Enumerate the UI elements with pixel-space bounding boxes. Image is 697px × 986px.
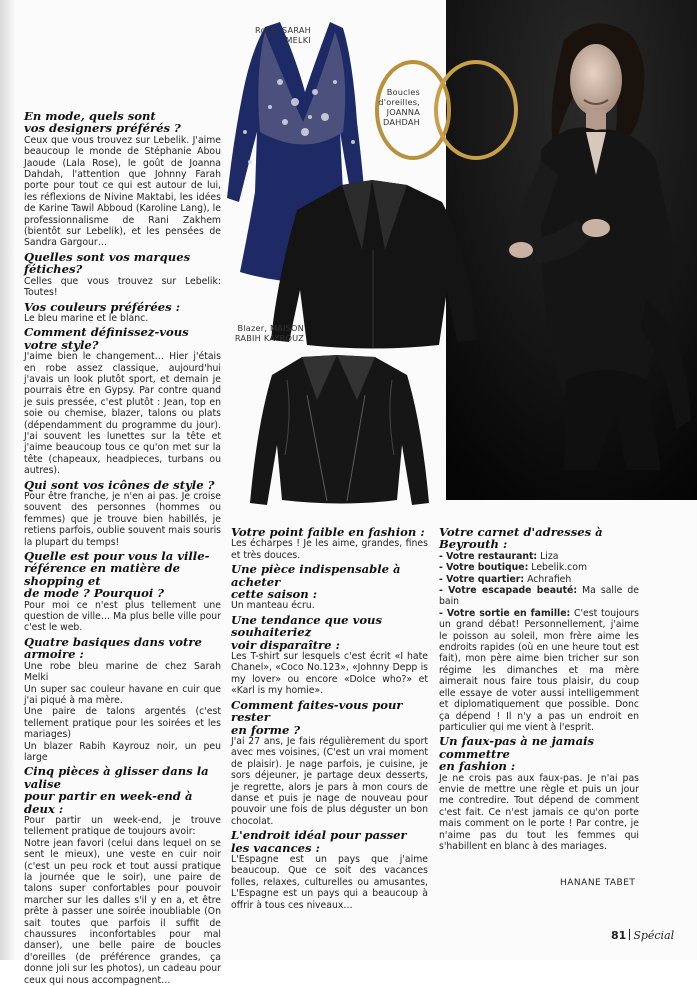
question-trend: Une tendance que vous souhaiteriez voir disparaître : (231, 612, 383, 652)
blazer-caption (228, 323, 304, 343)
answer-fitness: J'ai 27 ans, Je fais régulièrement du sport avec mes voisines, (C'est un vrai moment de plaisir). Je nage parfois, je cuisine, je sors déjeuner, je partage deux desserts, je regrette, alors je pars à mon cours de danse et puis je nage de nouveau pour pouvoir une fois de plus déguster un bon chocolat. (231, 735, 428, 827)
caption-line: Blazer, (237, 323, 268, 333)
caption-line: DAHDAH (382, 117, 420, 127)
question-designers: En mode, quels sont vos designers préférés ? (24, 109, 181, 136)
answer-faux-pas: Je ne crois pas aux faux-pas. Je n'ai pas envie de mettre une règle et puis un jour me contredire. Tout dépend de comment c'est fait. Ce n'est jamais ce qu'on porte mais comment on le porte ! Par contre, je n'aime pas du tout les femmes qui s'habillent en blanc à des mariages. (439, 772, 639, 852)
answer-suitcase-intro: Pour partir un week-end, je trouve tellement pratique de toujours avoir: (24, 814, 221, 838)
question-colors: Vos couleurs préférées : (24, 299, 180, 314)
column-2 (231, 524, 428, 911)
answer-basics-4: Un blazer Rabih Kayrouz noir, un peu large (24, 740, 221, 763)
folio-divider (629, 929, 630, 940)
answer-basics-3: Une paire de talons argentés (c'est tellement pratique pour les soirées et les mariages) (24, 706, 221, 741)
question-city: Quelle est pour vous la ville- référence en matière de shopping et de mode ? Pourquoi ? (24, 549, 210, 601)
section-name: Spécial (633, 929, 675, 942)
dress-caption (250, 25, 311, 45)
answer-brands: Celles que vous trouvez sur Lebelik: Toutes! (24, 275, 221, 299)
address-item: - Votre boutique: Lebelik.com (439, 562, 588, 574)
column-3 (439, 524, 639, 852)
caption-line: Robe, (254, 25, 280, 35)
answer-suitcase: Notre jean favori (celui dans lequel on se sent le mieux), une veste en cuir noir (c'est un peu rock et tout aussi pratique la journée que le soir), une paire de talons super confortables pour pouvoir marcher sur les dalles s'il y en a, et être prête à passer une soirée inoubliable (On sait toutes que parfois il suffit de chaussures inconfortables pour mal danser), une belle paire de boucles d'oreilles (de préférence grandes, ça donne joli sur les photos), un cadeau pour ceux qui nous accompagnent… (24, 837, 221, 986)
answer-city: Pour moi ce n'est plus tellement une question de ville… Ma plus belle ville pour c'est le web. (24, 599, 221, 634)
question-fitness: Comment faites-vous pour rester en forme ? (231, 697, 403, 737)
earrings-caption (366, 87, 420, 127)
question-faux-pas: Un faux-pas à ne jamais commettre en fashion : (439, 734, 595, 774)
question-must-buy: Une pièce indispensable à acheter cette saison : (231, 562, 401, 602)
answer-must-buy: Un manteau écru. (231, 600, 315, 612)
answer-trend: Les T-shirt sur lesquels c'est écrit «I hate Chanel», «Coco No.123», «Johnny Depp is my lover» ou encore «Dolce who?» et «Karl is my homie». (231, 651, 428, 697)
answer-weakness: Les écharpes ! Je les aime, grandes, fines et très douces. (231, 538, 428, 561)
question-address-book: Votre carnet d'adresses à Beyrouth : (439, 525, 603, 552)
leather-jacket-image (247, 355, 432, 507)
page-gutter-shadow (0, 0, 14, 960)
caption-line: MELKI (285, 35, 311, 45)
question-icons: Qui sont vos icônes de style ? (24, 477, 215, 492)
answer-basics-1: Une robe bleu marine de chez Sarah Melki (24, 660, 221, 684)
answer-style: J'aime bien le changement… Hier j'étais en robe assez classique, aujourd'hui j'avais un look plutôt sport, et demain je pourrais être en Gypsy. Par contre quand je suis pressée, c'est plutôt : Jean, top en soie ou chemise, blazer, talons ou plats (dépendamment du programme du jour). J'ai souvent les lunettes sur la tête et j'aime beaucoup tous ce qu'on met sur la tête (chapeaux, headpieces, turbans ou autres). (24, 351, 221, 477)
caption-line: d'oreilles, (378, 97, 420, 107)
answer-icons: Pour être franche, je n'en ai pas. Je croise souvent des personnes (hommes ou femmes) que je trouve bien habillés, je retiens parfois, oublie souvent mais souris la plupart du temps! (24, 491, 221, 548)
page-folio (611, 929, 674, 942)
question-basics: Quatre basiques dans votre armoire : (24, 634, 202, 662)
address-item-family: - Votre sortie en famille: C'est toujours un grand débat! Personnellement, j'aime le poisson au soleil, mon frère aime les endroits rapides (où en une heure tout est fait), mon père aime bien tricher sur son régime les dimanches et ma mère aimerait nous faire tous plaisir, du coup elle essaye de voter aussi intelligemment et diplomatiquement que possible. Donc ça dépend ! Il n'y a pas un endroit en particulier qui me vient à l'esprit. (439, 607, 639, 733)
answer-basics-2: Un super sac couleur havane en cuir que j'ai piqué à ma mère. (24, 683, 221, 706)
caption-line: MAISON RABIH (234, 323, 304, 343)
author-signature: HANANE TABET (560, 878, 636, 888)
answer-holidays: L'Espagne est un pays que j'aime beaucoup. Que ce soit des vacances folles, relaxes, culturelles ou amusantes, L'Espagne est un pays qui a beaucoup à offrir à tous ces niveaux… (231, 853, 428, 911)
page-number: 81 (611, 929, 627, 942)
question-style: Comment définissez-vous votre style? (24, 325, 189, 352)
address-item: - Votre escapade beauté: Ma salle de bain (439, 585, 639, 608)
question-suitcase: Cinq pièces à glisser dans la valise pour partir en week-end à deux : (24, 764, 209, 816)
question-holidays: L'endroit idéal pour passer les vacances : (231, 828, 407, 855)
caption-line: Boucles (386, 87, 420, 97)
column-1 (24, 108, 221, 986)
caption-line: KAYROUZ (263, 333, 304, 343)
question-brands: Quelles sont vos marques fétiches? (24, 249, 191, 277)
answer-colors: Le bleu marine et le blanc. (24, 312, 149, 324)
caption-line: SARAH (281, 25, 311, 35)
answer-designers: Ceux que vous trouvez sur Lebelik. J'aime beaucoup le monde de Stéphanie Abou Jaoude (Lala Rose), le goût de Joanna Dahdah, l'attention que Johnny Farah porte pour tout ce qui est autour de lui, les réflexions de Nivine Maktabi, les idées de Karine Tawil Abboud (Karoline Lang), le professionnalisme de Rani Zakhem (bientôt sur Lebelik), et les pensées de Sandra Gargour… (24, 134, 221, 249)
caption-line: JOANNA (386, 107, 420, 117)
address-item: - Votre quartier: Achrafieh (439, 573, 572, 585)
question-weakness: Votre point faible en fashion : (231, 525, 425, 539)
address-item: - Votre restaurant: Liza (439, 550, 559, 562)
